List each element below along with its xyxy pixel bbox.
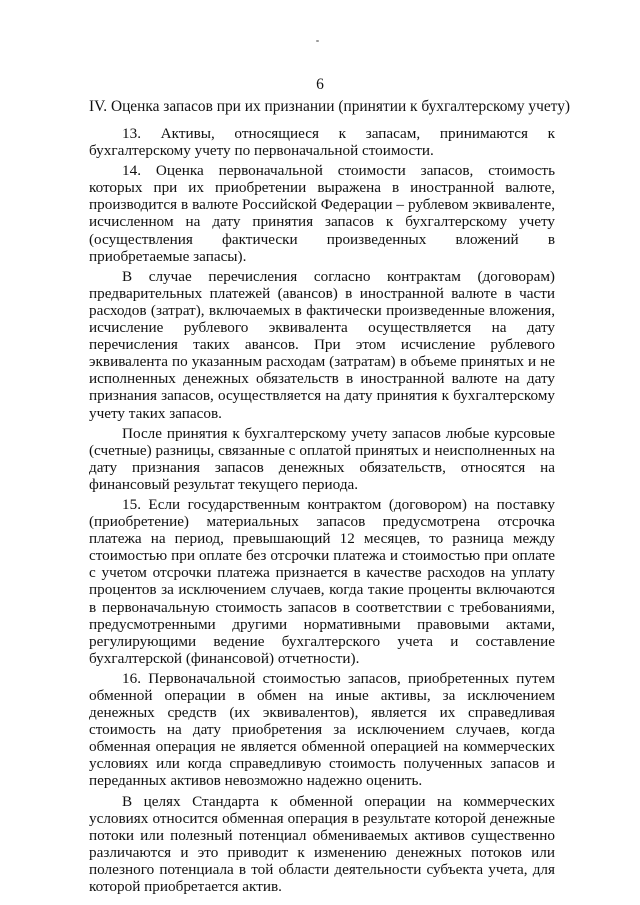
paragraph-15: 15. Если государственным контрактом (договором) на поставку (приобретение) материальных запасов предусмотрена отсрочка платежа на период, превышающий 12 месяцев, то разница между стоимостью при оплате без отсрочки платежа и стоимостью при оплате с учетом отсрочки платежа признается в качестве расходов на уплату процентов за исключением случаев, когда такие проценты включаются в первоначальную стоимость запасов в соответствии с требованиями, предусмотренными другими нормативными правовыми актами, регулирующими ведение бухгалтерского учета и составление бухгалтерской (финансовой) отчетности). [89,495,555,667]
section-title: IV. Оценка запасов при их признании (принятии к бухгалтерскому учету) [89,98,571,115]
paragraph-16: 16. Первоначальной стоимостью запасов, приобретенных путем обменной операции в обмен на иные активы, за исключением денежных средств (их эквивалентов), является их справедливая стоимость на дату приобретения за исключением случаев, когда обменная операция не является обменной операцией на коммерческих условиях или когда справедливую стоимость полученных запасов и переданных активов невозможно надежно оценить. [89,669,555,790]
document-body [89,98,571,896]
paragraph-13: 13. Активы, относящиеся к запасам, принимаются к бухгалтерскому учету по первоначальной стоимости. [89,125,555,160]
scan-speck [316,40,319,42]
paragraph-exchange-differences: После принятия к бухгалтерскому учету запасов любые курсовые (счетные) разницы, связанные с оплатой принятых и неисполненных на дату признания запасов денежных обязательств, относятся на финансовый результат текущего периода. [89,424,555,493]
paragraph-advance-payments: В случае перечисления согласно контрактам (договорам) предварительных платежей (авансов) в иностранной валюте в части расходов (затрат), включаемых в фактически произведенные вложения, исчисление рублевого эквивалента осуществляется на дату перечисления таких авансов. При этом исчисление рублевого эквивалента по указанным расходам (затратам) в объеме принятых и не исполненных денежных обязательств в иностранной валюте на дату признания запасов, осуществляется на дату принятия к бухгалтерскому учету таких запасов. [89,267,555,422]
paragraph-14: 14. Оценка первоначальной стоимости запасов, стоимость которых при их приобретении выражена в иностранной валюте, производится в валюте Российской Федерации – рублевом эквиваленте, исчисленном на дату принятия запасов к бухгалтерскому учету (осуществления фактически произведенных вложений в приобретаемые запасы). [89,162,555,265]
page-number: 6 [316,76,324,93]
paragraph-commercial-terms: В целях Стандарта к обменной операции на коммерческих условиях относится обменная операция в результате которой денежные потоки или полезный потенциал обмениваемых активов существенно различаются и это приводит к изменению денежных потоков или полезного потенциала в той области деятельности субъекта учета, для которой приобретается актив. [89,792,555,896]
